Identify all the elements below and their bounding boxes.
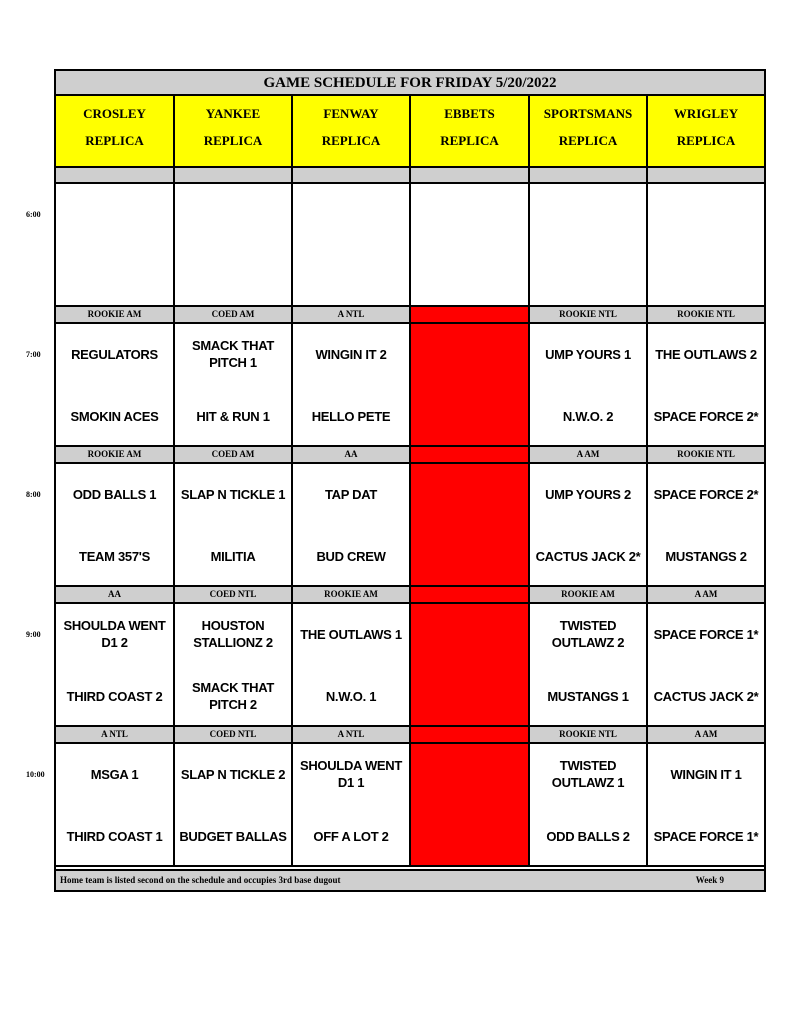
home-team: MILITIA [210,548,256,564]
home-team: ODD BALLS 2 [546,828,630,844]
field-name: CROSLEY [83,106,146,121]
field-header [530,96,648,168]
home-team: SMACK THAT PITCH 2 [192,680,274,712]
field-subtitle: REPLICA [676,133,736,148]
field-header [411,96,530,168]
game-cell [56,464,175,587]
game-cell [293,184,411,307]
division-label: A NTL [293,307,411,324]
field-subtitle: REPLICA [440,133,499,148]
spacer-cell [293,168,411,184]
time-label: 6:00 [26,210,41,219]
home-team: MUSTANGS 2 [665,548,747,564]
field-name: YANKEE [205,106,261,121]
time-label: 7:00 [26,350,41,359]
away-team: SHOULDA WENT D1 1 [299,758,403,790]
game-cell [293,324,411,447]
division-label: ROOKIE NTL [648,307,764,324]
field-header [293,96,411,168]
home-team: SPACE FORCE 1* [653,828,759,844]
closed-field-block [411,744,530,867]
spacer-cell [530,168,648,184]
away-team [413,612,526,656]
away-team [177,192,289,236]
away-team [413,472,526,516]
away-team: SHOULDA WENT D1 2 [63,618,166,650]
division-label: A NTL [56,727,175,744]
division-label: ROOKIE AM [56,447,175,464]
division-label: A AM [648,727,764,744]
home-team [58,254,171,298]
division-label: A NTL [293,727,411,744]
time-label: 10:00 [26,770,45,779]
home-team: SMOKIN ACES [70,408,159,424]
home-team: BUD CREW [316,548,386,564]
game-cell [56,744,175,867]
home-team [413,674,526,718]
home-team: SPACE FORCE 2* [653,408,759,424]
away-team [413,332,526,376]
field-name: FENWAY [323,106,379,121]
game-cell [530,744,648,867]
field-header [56,96,175,168]
away-team: MSGA 1 [90,766,139,782]
game-cell [56,604,175,727]
game-cell [530,464,648,587]
division-label: ROOKIE NTL [530,307,648,324]
home-team: MUSTANGS 1 [547,688,629,704]
game-cell [175,184,293,307]
away-team: SPACE FORCE 1* [653,626,759,642]
field-name: EBBETS [444,106,495,121]
home-team [413,394,526,438]
home-team [177,254,289,298]
field-subtitle: REPLICA [558,133,618,148]
division-label [411,727,530,744]
away-team [58,192,171,236]
week-label: Week 9 [695,875,724,885]
home-team: BUDGET BALLAS [179,828,287,844]
home-team [413,254,526,298]
division-label: ROOKIE AM [530,587,648,604]
home-team [532,254,644,298]
away-team: SLAP N TICKLE 2 [180,766,286,782]
division-label: COED AM [175,307,293,324]
game-cell [293,464,411,587]
spacer-cell [175,168,293,184]
division-label: A AM [530,447,648,464]
division-label: AA [293,447,411,464]
field-header [175,96,293,168]
home-team: CACTUS JACK 2* [653,688,759,704]
game-cell [530,324,648,447]
division-label: COED NTL [175,587,293,604]
home-team: OFF A LOT 2 [313,828,389,844]
closed-field-block [411,324,530,447]
field-subtitle: REPLICA [203,133,263,148]
away-team: TAP DAT [324,486,378,502]
time-label: 9:00 [26,630,41,639]
time-label: 8:00 [26,490,41,499]
away-team: ODD BALLS 1 [72,486,157,502]
away-team: SLAP N TICKLE 1 [180,486,286,502]
division-label [411,307,530,324]
away-team: UMP YOURS 2 [545,486,631,502]
game-cell [530,184,648,307]
game-cell [175,464,293,587]
field-name: SPORTSMANS [543,106,633,121]
away-team: UMP YOURS 1 [545,346,631,362]
spacer-cell [56,168,175,184]
away-team: WINGIN IT 1 [670,766,742,782]
away-team [532,192,644,236]
game-cell [175,744,293,867]
field-header [648,96,764,168]
away-team: SPACE FORCE 2* [653,486,759,502]
game-cell [648,184,764,307]
field-subtitle: REPLICA [321,133,381,148]
home-team: HELLO PETE [311,408,391,424]
home-team [413,814,526,858]
division-label: A AM [648,587,764,604]
home-team: THIRD COAST 2 [66,688,163,704]
home-team [650,254,762,298]
home-team: TEAM 357'S [79,548,150,564]
division-label: COED NTL [175,727,293,744]
page-title: GAME SCHEDULE FOR FRIDAY 5/20/2022 [56,71,764,96]
away-team [650,192,762,236]
home-team: N.W.O. 2 [562,408,614,424]
game-cell [175,604,293,727]
closed-field-block [411,464,530,587]
game-cell [175,324,293,447]
away-team [413,752,526,796]
division-label: AA [56,587,175,604]
away-team: WINGIN IT 2 [315,346,387,362]
home-team: N.W.O. 1 [325,688,377,704]
game-cell [293,744,411,867]
home-team: THIRD COAST 1 [66,828,163,844]
game-cell [648,324,764,447]
home-team: CACTUS JACK 2* [535,548,641,564]
game-cell [56,184,175,307]
footer-note: Home team is listed second on the schedule and occupies 3rd base dugout [60,875,341,885]
division-label [411,447,530,464]
away-team: REGULATORS [71,346,158,362]
spacer-cell [411,168,530,184]
home-team: HIT & RUN 1 [196,408,270,424]
away-team: THE OUTLAWS 1 [300,626,402,642]
schedule-sheet [54,69,766,892]
game-cell [56,324,175,447]
division-label: ROOKIE AM [293,587,411,604]
division-label: COED AM [175,447,293,464]
field-subtitle: REPLICA [85,133,144,148]
closed-field-block [411,604,530,727]
division-label: ROOKIE NTL [648,447,764,464]
footer-bar [56,869,764,890]
game-cell [648,604,764,727]
division-label: ROOKIE NTL [530,727,648,744]
game-cell [530,604,648,727]
division-label [411,587,530,604]
away-team: SMACK THAT PITCH 1 [192,338,274,370]
away-team: HOUSTON STALLIONZ 2 [193,618,273,650]
division-label: ROOKIE AM [56,307,175,324]
game-cell [648,744,764,867]
away-team: TWISTED OUTLAWZ 1 [551,758,625,790]
away-team [295,192,407,236]
home-team [295,254,407,298]
away-team: THE OUTLAWS 2 [655,346,757,362]
field-name: WRIGLEY [673,106,739,121]
home-team [413,534,526,578]
away-team: TWISTED OUTLAWZ 2 [551,618,625,650]
away-team [413,192,526,236]
game-cell [293,604,411,727]
game-cell [411,184,530,307]
game-cell [648,464,764,587]
spacer-cell [648,168,764,184]
